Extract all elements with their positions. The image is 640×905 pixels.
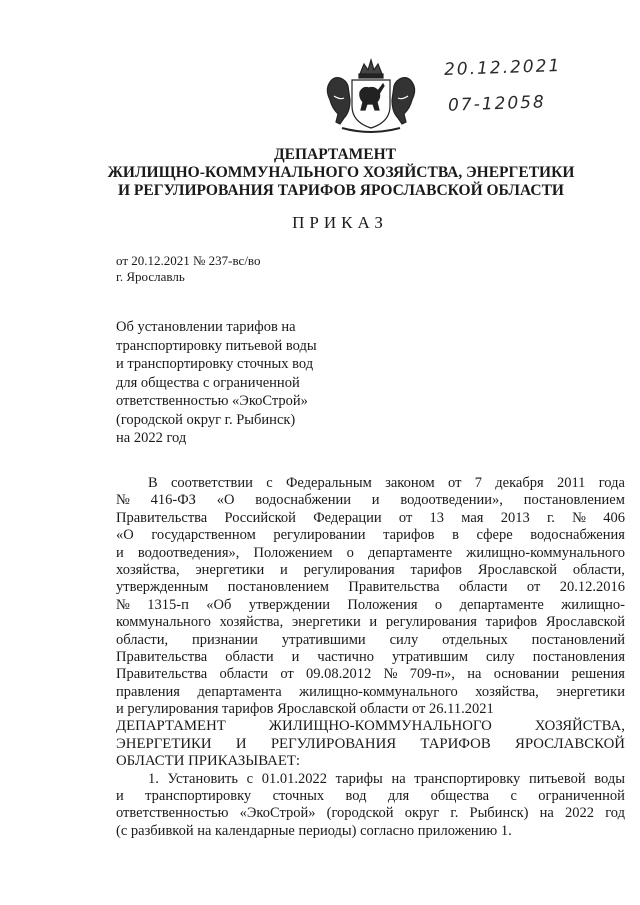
- subject-line: (городской округ г. Рыбинск): [116, 411, 296, 428]
- document-type-heading: ПРИКАЗ: [292, 213, 388, 232]
- body-line: ЭНЕРГЕТИКИ И РЕГУЛИРОВАНИЯ ТАРИФОВ ЯРОСЛАВСКОЙ: [116, 735, 625, 752]
- body-line: № 416-ФЗ «О водоснабжении и водоотведении», постановлением: [116, 492, 625, 509]
- body-line: В соответствии с Федеральным законом от 7 декабря 2011 года: [148, 475, 625, 491]
- department-title-line: ДЕПАРТАМЕНТ: [273, 146, 397, 163]
- handwritten-date: 20.12.2021: [443, 55, 562, 81]
- body-line: и водоотведения», Положением о департаменте жилищно-коммунального: [116, 544, 625, 561]
- body-line: Правительства области и частично утратившим силу постановления: [116, 648, 625, 665]
- subject-line: и транспортировку сточных вод: [116, 356, 314, 372]
- body-line: Правительства области от 09.08.2012 № 709-п», на основании решения: [116, 666, 625, 683]
- body-line: области, признании утратившими силу отдельных постановлений: [116, 631, 625, 648]
- subject-line: для общества с ограниченной: [116, 374, 300, 391]
- body-line: ДЕПАРТАМЕНТ ЖИЛИЩНО-КОММУНАЛЬНОГО ХОЗЯЙСТВА,: [116, 718, 625, 735]
- department-title-line: ЖИЛИЩНО-КОММУНАЛЬНОГО ХОЗЯЙСТВА, ЭНЕРГЕТИКИ: [107, 164, 575, 181]
- body-line: и регулирования тарифов Ярославской области от 26.11.2021: [116, 701, 494, 718]
- order-body-text: [116, 475, 625, 840]
- order-city: г. Ярославль: [116, 269, 185, 284]
- subject-line: Об установлении тарифов на: [116, 319, 296, 335]
- body-line: правления департамента жилищно-коммунального хозяйства, энергетики: [116, 683, 625, 700]
- body-line: «О государственном регулировании тарифов в сфере водоснабжения: [116, 527, 625, 544]
- body-line: коммунального хозяйства, энергетики и регулирования тарифов Ярославской: [116, 614, 625, 631]
- body-line: утвержденным постановлением Правительства области от 20.12.2016: [116, 579, 625, 596]
- department-title-line: И РЕГУЛИРОВАНИЯ ТАРИФОВ ЯРОСЛАВСКОЙ ОБЛАСТИ: [118, 182, 564, 199]
- order-subject: [116, 318, 317, 448]
- body-line: (с разбивкой на календарные периоды) согласно приложению 1.: [116, 822, 512, 839]
- subject-line: ответственностью «ЭкоСтрой»: [116, 393, 308, 409]
- coat-of-arms-emblem: [322, 56, 420, 134]
- body-line: Правительства Российской Федерации от 13 мая 2013 г. № 406: [116, 509, 625, 526]
- body-line: ответственностью «ЭкоСтрой» (городской округ г. Рыбинск) на 2022 год: [116, 805, 625, 822]
- body-line: и транспортировку сточных вод для общества с ограниченной: [116, 788, 625, 805]
- handwritten-number: 07-12058: [447, 92, 547, 116]
- body-line: № 1315-п «Об утверждении Положения о департаменте жилищно-: [116, 596, 625, 613]
- body-line: 1. Установить с 01.01.2022 тарифы на транспортировку питьевой воды: [148, 770, 625, 787]
- subject-line: транспортировку питьевой воды: [116, 337, 317, 354]
- subject-line: на 2022 год: [116, 430, 187, 446]
- body-line: ОБЛАСТИ ПРИКАЗЫВАЕТ:: [116, 753, 301, 770]
- order-date-number: от 20.12.2021 № 237-вс/во: [116, 253, 261, 268]
- body-line: хозяйства, энергетики и регулирования тарифов Ярославской области,: [116, 561, 625, 578]
